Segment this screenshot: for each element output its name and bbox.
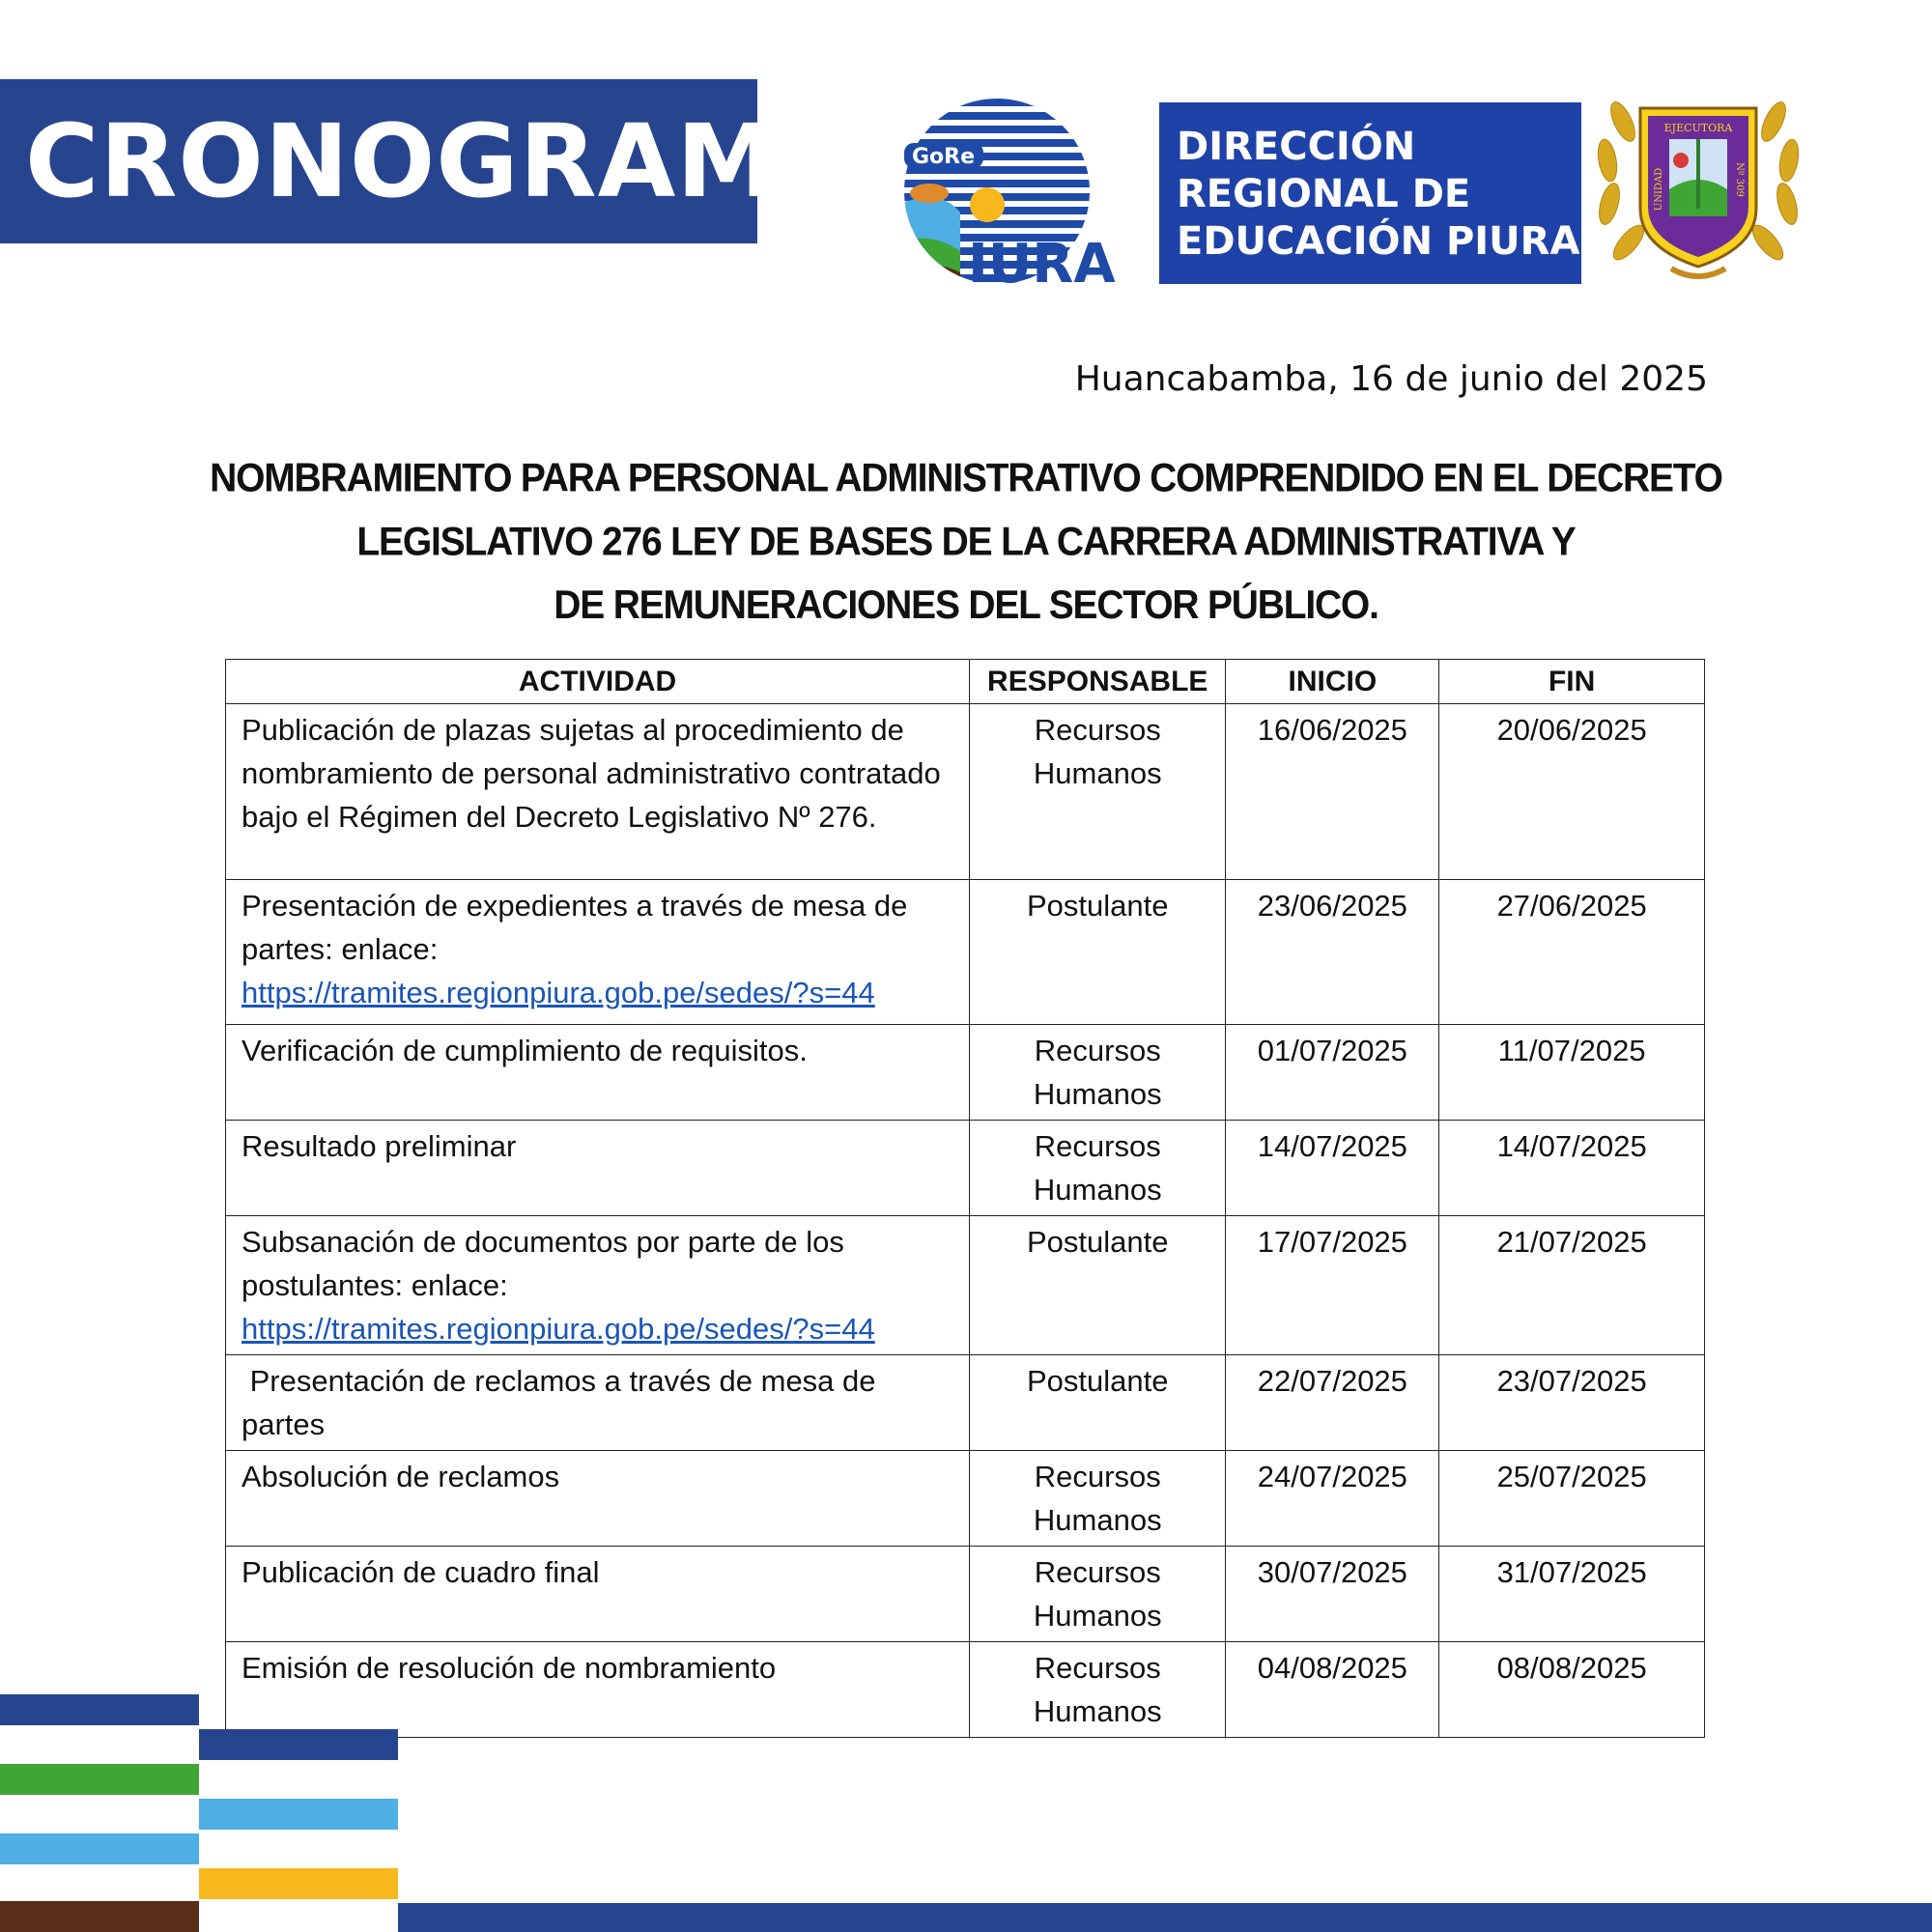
header-fin: FIN [1439,660,1705,704]
document-title [193,446,1739,638]
gore-logo-text: GoRe [912,145,976,169]
responsible-cell [970,704,1226,880]
activity-cell: Emisión de resolución de nombramiento [226,1642,970,1738]
activity-text: Presentación de expedientes a través de mesa de partes: enlace: [242,889,908,966]
schedule-table [225,659,1705,1738]
title-line: DE REMUNERACIONES DEL SECTOR PÚBLICO. [554,582,1378,628]
header-actividad: ACTIVIDAD [226,660,970,704]
start-date: 22/07/2025 [1226,1355,1439,1451]
table-row [226,880,1705,1025]
responsible-cell [970,1025,1226,1121]
activity-cell: Presentación de reclamos a través de mesa de partes [226,1355,970,1451]
responsible-cell [970,1547,1226,1642]
table-row [226,704,1705,880]
start-date: 14/07/2025 [1226,1121,1439,1216]
activity-cell: Resultado preliminar [226,1121,970,1216]
unidad-ejecutora-emblem [1584,64,1812,292]
stripe-bottom-blue-bar [398,1903,1932,1932]
tramites-link[interactable]: https://tramites.regionpiura.gob.pe/sedes/?s=44 [242,976,875,1009]
activity-cell: Publicación de cuadro final [226,1547,970,1642]
table-header-row [226,660,1705,704]
banner-title: CRONOGRAMA [25,102,857,220]
activity-cell [226,1216,970,1355]
institution-line: EDUCACIÓN PIURA [1177,219,1580,264]
institution-line: DIRECCIÓN [1177,125,1416,169]
activity-text: Publicación de plazas sujetas al procedimiento de nombramiento de personal administrativo contratado bajo el Régimen del Decreto Legislativo Nº 276. [242,713,941,834]
header-responsable: RESPONSABLE [970,660,1226,704]
end-date: 31/07/2025 [1439,1547,1705,1642]
responsible-cell [970,1121,1226,1216]
responsible-cell: Postulante [970,880,1226,1025]
end-date: 11/07/2025 [1439,1025,1705,1121]
stripe-yellow [199,1868,398,1899]
stripe-green [0,1764,199,1795]
activity-cell [226,880,970,1025]
start-date: 17/07/2025 [1226,1216,1439,1355]
tramites-link[interactable]: https://tramites.regionpiura.gob.pe/sedes/?s=44 [242,1312,875,1346]
start-date: 16/06/2025 [1226,704,1439,880]
emblem-right-text: Nº 309 [1734,162,1745,197]
activity-cell [226,704,970,880]
date-line: Huancabamba, 16 de junio del 2025 [1074,359,1708,399]
responsible-cell: Postulante [970,1216,1226,1355]
responsible-text: Recursos Humanos [1033,1555,1162,1633]
responsible-cell: Postulante [970,1355,1226,1451]
activity-text: Subsanación de documentos por parte de los postulantes: enlace: [242,1225,844,1302]
responsible-cell [970,1642,1226,1738]
title-line: LEGISLATIVO 276 LEY DE BASES DE LA CARRERA ADMINISTRATIVA Y [356,519,1576,565]
emblem-top-text: EJECUTORA [1663,122,1733,134]
responsible-cell [970,1451,1226,1547]
end-date: 08/08/2025 [1439,1642,1705,1738]
piura-logo-text: IURA [968,233,1116,290]
header-inicio: INICIO [1226,660,1439,704]
responsible-text: Recursos Humanos [1033,1034,1162,1111]
responsible-text: Recursos Humanos [1033,1460,1162,1537]
table-row [226,1025,1705,1121]
table-row [226,1642,1705,1738]
start-date: 24/07/2025 [1226,1451,1439,1547]
stripe-brown [0,1901,199,1932]
table-row [226,1547,1705,1642]
responsible-text: Recursos Humanos [1033,1651,1162,1728]
responsible-text: Recursos Humanos [1033,1129,1162,1207]
activity-cell: Absolución de reclamos [226,1451,970,1547]
end-date: 14/07/2025 [1439,1121,1705,1216]
end-date: 21/07/2025 [1439,1216,1705,1355]
table-row [226,1451,1705,1547]
emblem-left-text: UNIDAD [1654,167,1664,212]
responsible-text: Recursos Humanos [1033,713,1162,790]
table-row [226,1121,1705,1216]
table-row [226,1355,1705,1451]
start-date: 30/07/2025 [1226,1547,1439,1642]
end-date: 23/07/2025 [1439,1355,1705,1451]
stripe-light-blue-right [199,1799,398,1830]
stripe-dark-blue-right [199,1729,398,1760]
institution-box [1159,102,1581,284]
end-date: 27/06/2025 [1439,880,1705,1025]
table-row [226,1216,1705,1355]
start-date: 04/08/2025 [1226,1642,1439,1738]
title-line: NOMBRAMIENTO PARA PERSONAL ADMINISTRATIVO COMPRENDIDO EN EL DECRETO [210,455,1722,501]
end-date: 20/06/2025 [1439,704,1705,880]
start-date: 01/07/2025 [1226,1025,1439,1121]
stripe-light-blue-left [0,1833,199,1864]
end-date: 25/07/2025 [1439,1451,1705,1547]
stripe-dark-blue-left [0,1694,199,1725]
activity-cell: Verificación de cumplimiento de requisitos. [226,1025,970,1121]
gore-piura-logo [902,97,1155,290]
start-date: 23/06/2025 [1226,880,1439,1025]
title-banner [0,79,857,243]
institution-line: REGIONAL DE [1177,172,1471,216]
